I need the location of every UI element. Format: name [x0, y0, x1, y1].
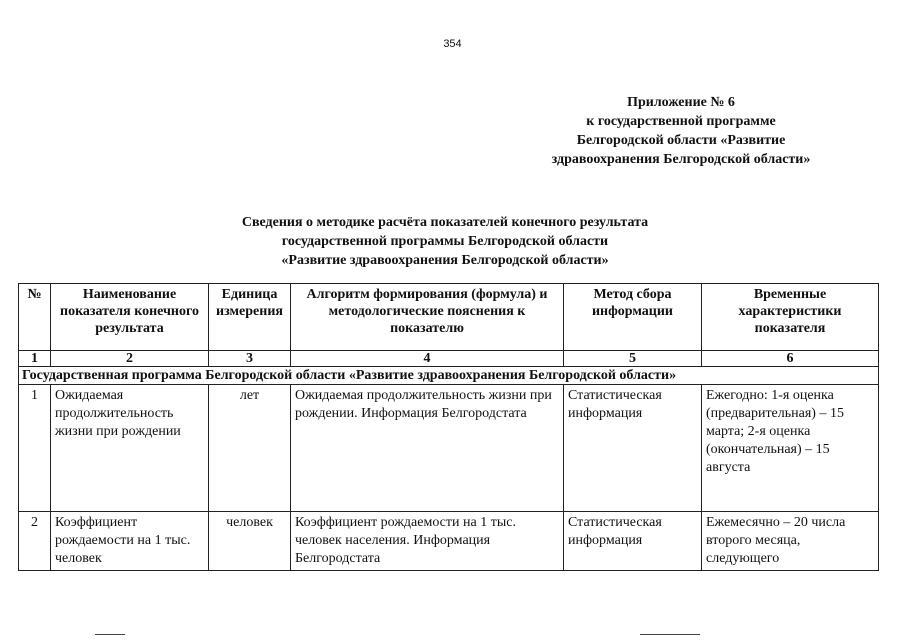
column-number: 4: [291, 351, 564, 367]
unit: человек: [209, 512, 291, 571]
header-algorithm: Алгоритм формирования (формула) и методологические пояснения к показателю: [291, 284, 564, 351]
page-edge-line: [95, 634, 125, 635]
timing: Ежемесячно – 20 числа второго месяца, следующего: [702, 512, 879, 571]
column-number: 5: [564, 351, 702, 367]
header-method: Метод сбора информации: [564, 284, 702, 351]
header-indicator-name: Наименование показателя конечного результата: [51, 284, 209, 351]
collection-method: Статистическая информация: [564, 512, 702, 571]
appendix-heading: [511, 93, 851, 169]
indicator-name: Ожидаемая продолжительность жизни при рождении: [51, 385, 209, 512]
column-number-row: [19, 351, 879, 367]
row-number: 2: [19, 512, 51, 571]
column-number: 1: [19, 351, 51, 367]
header-unit: Единица измерения: [209, 284, 291, 351]
title-line: «Развитие здравоохранения Белгородской области»: [281, 253, 609, 268]
page-number: 354: [443, 38, 462, 50]
page-edge-line: [640, 634, 700, 635]
section-row: [19, 367, 879, 385]
column-number: 2: [51, 351, 209, 367]
document-title: [150, 213, 740, 270]
column-number: 3: [209, 351, 291, 367]
algorithm: Коэффициент рождаемости на 1 тыс. человек населения. Информация Белгородстата: [291, 512, 564, 571]
unit: лет: [209, 385, 291, 512]
methodology-table: [18, 283, 879, 571]
section-title: Государственная программа Белгородской области «Развитие здравоохранения Белгородской области»: [19, 367, 879, 385]
appendix-line: Приложение № 6: [627, 95, 735, 110]
header-number: №: [19, 284, 51, 351]
indicator-name: Коэффициент рождаемости на 1 тыс. человек: [51, 512, 209, 571]
table-row: [19, 512, 879, 571]
appendix-line: Белгородской области «Развитие: [576, 133, 786, 148]
title-line: Сведения о методике расчёта показателей конечного результата: [241, 215, 649, 230]
header-timing: Временные характеристики показателя: [702, 284, 879, 351]
row-number: 1: [19, 385, 51, 512]
table-header-row: [19, 284, 879, 351]
algorithm: Ожидаемая продолжительность жизни при рождении. Информация Белгородстата: [291, 385, 564, 512]
timing: Ежегодно: 1-я оценка (предварительная) – 15 марта; 2-я оценка (окончательная) – 15 августа: [702, 385, 879, 512]
column-number: 6: [702, 351, 879, 367]
appendix-line: к государственной программе: [586, 114, 776, 129]
appendix-line: здравоохранения Белгородской области»: [551, 152, 811, 167]
collection-method: Статистическая информация: [564, 385, 702, 512]
table-row: [19, 385, 879, 512]
title-line: государственной программы Белгородской области: [281, 234, 609, 249]
